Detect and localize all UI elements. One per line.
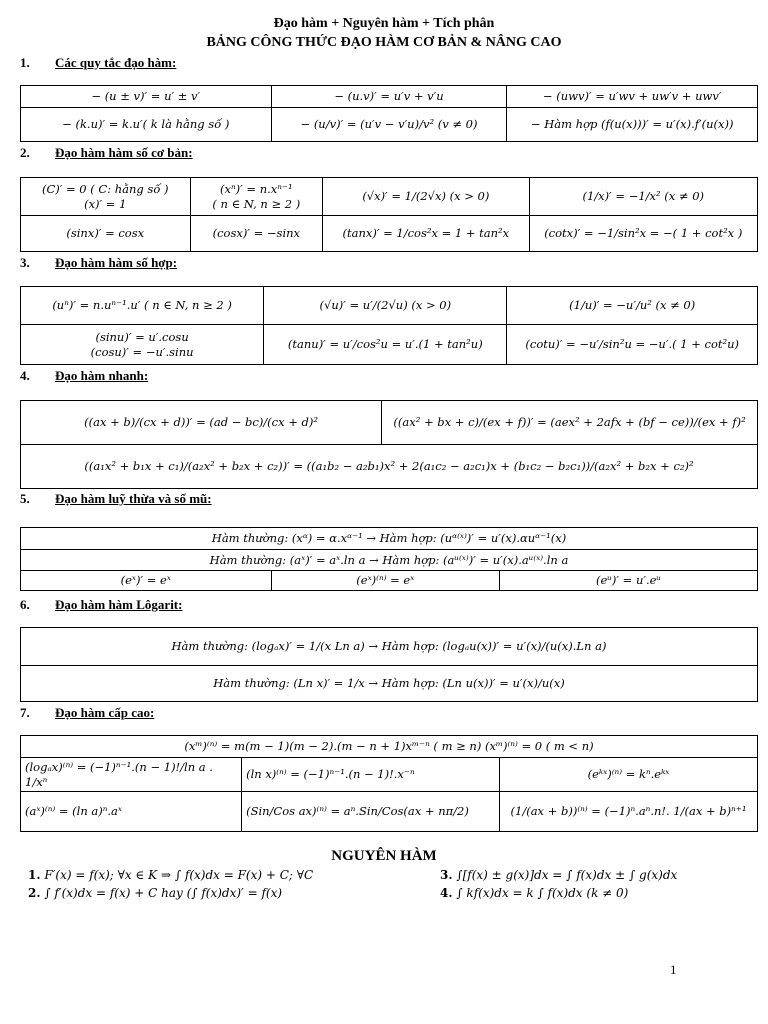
formula: (xⁿ)′ = n.xⁿ⁻¹ [220,182,293,197]
composite-derivatives-table [20,286,758,365]
antiderivative-item-3 [440,868,677,882]
section-title: Đạo hàm nhanh: [55,368,149,383]
section-number: 7. [20,705,30,720]
table-cell: (cotx)′ = −1/sin²x = −( 1 + cot²x ) [529,216,757,252]
table-cell: − Hàm hợp (f(u(x)))′ = u′(x).f′(u(x)) [507,108,758,142]
table-cell: (tanu)′ = u′/cos²u = u′.(1 + tan²u) [264,325,507,365]
section-heading-3 [20,255,177,271]
antiderivative-item-4 [440,886,628,900]
section-number: 2. [20,145,30,160]
formula: ∫ kf(x)dx = k ∫ f(x)dx (k ≠ 0) [456,886,629,900]
table-cell [21,325,264,365]
table-cell [21,178,191,216]
table-cell: (Sin/Cos ax)⁽ⁿ⁾ = aⁿ.Sin/Cos(ax + nπ/2) [242,792,500,832]
section-heading-5 [20,491,212,507]
table-cell: − (u.v)′ = u′v + v′u [271,86,507,108]
table-cell: (√x)′ = 1/(2√x) (x > 0) [323,178,529,216]
section-heading-1 [20,55,176,71]
antiderivative-item-1 [28,868,313,882]
table-cell: − (k.u)′ = k.u′( k là hằng số ) [21,108,272,142]
table-cell: Hàm thường: (aˣ)′ = aˣ.ln a → Hàm hợp: (aᵘ⁽ˣ⁾)′ = u′(x).aᵘ⁽ˣ⁾.ln a [21,550,758,571]
item-number: 2. [28,886,41,900]
logarithm-table [20,627,758,702]
table-cell: (cotu)′ = −u′/sin²u = −u′.( 1 + cot²u) [507,325,758,365]
table-cell: (1/(ax + b))⁽ⁿ⁾ = (−1)ⁿ.aⁿ.n!. 1/(ax + b)ⁿ⁺¹ [500,792,758,832]
section-title-antiderivative: NGUYÊN HÀM [331,848,437,864]
formula: ∫[f(x) ± g(x)]dx = ∫ f(x)dx ± ∫ g(x)dx [456,868,678,882]
table-cell: (aˣ)⁽ⁿ⁾ = (ln a)ⁿ.aˣ [21,792,242,832]
section-heading-7 [20,705,154,721]
table-cell: (1/u)′ = −u′/u² (x ≠ 0) [507,287,758,325]
item-number: 1. [28,868,41,882]
section-number: 3. [20,255,30,270]
table-cell: (eˣ)′ = eˣ [21,571,272,591]
table-cell: (cosx)′ = −sinx [190,216,323,252]
formula: F′(x) = f(x); ∀x ∈ K ⇒ ∫ f(x)dx = F(x) + C; ∀C [44,868,314,882]
table-cell: (√u)′ = u′/(2√u) (x > 0) [264,287,507,325]
table-cell: (eᵘ)′ = u′.eᵘ [500,571,758,591]
formula: ∫ f′(x)dx = f(x) + C hay (∫ f(x)dx)′ = f(x) [44,886,283,900]
table-cell: (eˣ)⁽ⁿ⁾ = eˣ [271,571,499,591]
table-cell: Hàm thường: (logₐx)′ = 1/(x Ln a) → Hàm hợp: (logₐu(x))′ = u′(x)/(u(x).Ln a) [21,628,758,666]
item-number: 4. [440,886,453,900]
table-cell: (ln x)⁽ⁿ⁾ = (−1)ⁿ⁻¹.(n − 1)!.x⁻ⁿ [242,758,500,792]
table-cell [190,178,323,216]
table-cell: (1/x)′ = −1/x² (x ≠ 0) [529,178,757,216]
table-cell: − (uwv)′ = u′wv + uw′v + uwv′ [507,86,758,108]
section-title: Đạo hàm cấp cao: [55,705,155,720]
table-cell: (uⁿ)′ = n.uⁿ⁻¹.u′ ( n ∈ N, n ≥ 2 ) [21,287,264,325]
formula: (sinu)′ = u′.cosu [95,330,189,345]
section-heading-2 [20,145,193,161]
section-title: Đạo hàm hàm số cơ bản: [55,145,193,160]
section-title: Đạo hàm hàm số hợp: [55,255,178,270]
quick-derivatives-table [20,400,758,489]
section-number: 5. [20,491,30,506]
table-cell: Hàm thường: (xᵅ) = α.xᵅ⁻¹ → Hàm hợp: (uᵅ⁽ˣ⁾)′ = u′(x).αuᵅ⁻¹(x) [21,528,758,550]
table-cell: (xᵐ)⁽ⁿ⁾ = m(m − 1)(m − 2).(m − n + 1)xᵐ⁻ⁿ ( m ≥ n) (xᵐ)⁽ⁿ⁾ = 0 ( m < n) [21,736,758,758]
section-number: 6. [20,597,30,612]
table-cell: ((a₁x² + b₁x + c₁)/(a₂x² + b₂x + c₂))′ = ((a₁b₂ − a₂b₁)x² + 2(a₁c₂ − a₂c₁)x + (b₁c₂ − b₂c₁))/(a₂x² + b₂x + c₂)² [21,445,758,489]
antiderivative-item-2 [28,886,282,900]
section-number: 4. [20,368,30,383]
formula: ( n ∈ N, n ≥ 2 ) [212,196,301,211]
formula: (x)′ = 1 [84,196,127,211]
power-exp-table [20,527,758,591]
section-title: Đạo hàm luỹ thừa và số mũ: [55,491,212,506]
table-cell: − (u/v)′ = (u′v − v′u)/v² (v ≠ 0) [271,108,507,142]
page-subtitle: BẢNG CÔNG THỨC ĐẠO HÀM CƠ BẢN & NÂNG CAO [206,35,562,50]
table-cell: − (u ± v)′ = u′ ± v′ [21,86,272,108]
table-cell: ((ax + b)/(cx + d))′ = (ad − bc)/(cx + d)² [21,401,382,445]
section-heading-6 [20,597,182,613]
section-title: Đạo hàm hàm Lôgarit: [55,597,183,612]
table-cell: ((ax² + bx + c)/(ex + f))′ = (aex² + 2afx + (bf − ce))/(ex + f)² [382,401,758,445]
rules-table [20,85,758,142]
section-number: 1. [20,55,30,70]
basic-derivatives-table [20,177,758,252]
formula: (C)′ = 0 ( C: hằng số ) [41,182,169,197]
higher-order-table [20,735,758,832]
formula: (cosu)′ = −u′.sinu [90,344,194,359]
table-cell: (sinx)′ = cosx [21,216,191,252]
page-title: Đạo hàm + Nguyên hàm + Tích phân [273,16,495,31]
table-cell: Hàm thường: (Ln x)′ = 1/x → Hàm hợp: (Ln u(x))′ = u′(x)/u(x) [21,666,758,702]
table-cell: (tanx)′ = 1/cos²x = 1 + tan²x [323,216,529,252]
section-heading-4 [20,368,148,384]
item-number: 3. [440,868,453,882]
section-title: Các quy tắc đạo hàm: [55,55,177,70]
table-cell: (eᵏˣ)⁽ⁿ⁾ = kⁿ.eᵏˣ [500,758,758,792]
page-number: 1 [670,962,677,977]
table-cell: (logₐx)⁽ⁿ⁾ = (−1)ⁿ⁻¹.(n − 1)!/ln a . 1/xⁿ [21,758,242,792]
